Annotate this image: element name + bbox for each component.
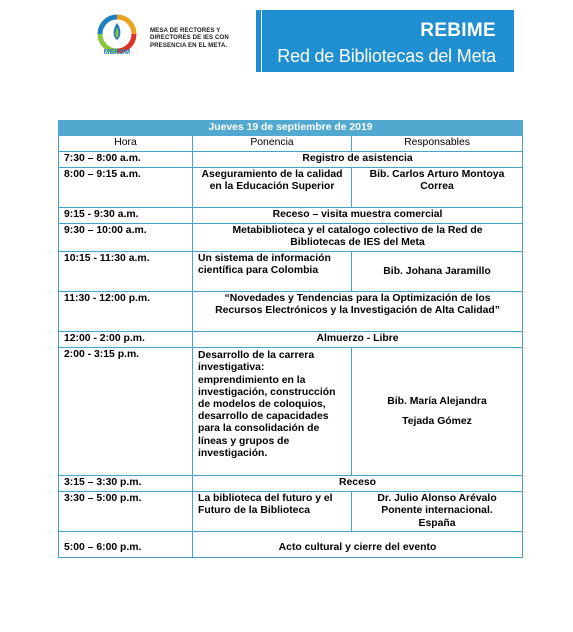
row-responsables: Bib. María Alejandra Tejada Gómez <box>352 348 523 476</box>
schedule-table <box>58 120 523 558</box>
row-hora: 11:30 - 12:00 p.m. <box>59 292 193 332</box>
table-row <box>59 292 523 332</box>
banner-title: REBIME <box>420 20 496 41</box>
row-hora: 9:30 – 10:00 a.m. <box>59 224 193 252</box>
table-row <box>59 224 523 252</box>
row-activity: Receso <box>193 476 523 492</box>
row-activity: Acto cultural y cierre del evento <box>193 532 523 558</box>
row-hora: 5:00 – 6:00 p.m. <box>59 532 193 558</box>
row-hora: 12:00 - 2:00 p.m. <box>59 332 193 348</box>
row-responsables: Dr. Julio Alonso Arévalo Ponente internacional. España <box>352 492 523 532</box>
table-row <box>59 348 523 476</box>
row-activity: Receso – visita muestra comercial <box>193 208 523 224</box>
row-ponencia: Desarrollo de la carrera investigativa: emprendimiento en la investigación, construcción de modelos de coloquios, desarrollo de capacidades para la consolidación de líneas y grupos de investigación. <box>193 348 352 476</box>
banner-subtitle: Red de Bibliotecas del Meta <box>277 46 496 66</box>
row-activity: Registro de asistencia <box>193 152 523 168</box>
table-row <box>59 152 523 168</box>
col-hora: Hora <box>59 136 193 152</box>
row-ponencia: Aseguramiento de la calidad en la Educación Superior <box>193 168 352 208</box>
row-responsables: Bib. Johana Jaramillo <box>352 252 523 292</box>
row-ponencia: La biblioteca del futuro y el Futuro de la Biblioteca <box>193 492 352 532</box>
table-row <box>59 332 523 348</box>
row-activity: Almuerzo - Libre <box>193 332 523 348</box>
row-hora: 8:00 – 9:15 a.m. <box>59 168 193 208</box>
row-hora: 3:15 – 3:30 p.m. <box>59 476 193 492</box>
row-hora: 9:15 - 9:30 a.m. <box>59 208 193 224</box>
merum-logo <box>96 12 236 64</box>
col-responsables: Responsables <box>352 136 523 152</box>
row-ponencia: Un sistema de información científica para Colombia <box>193 252 352 292</box>
rebime-banner <box>262 10 514 72</box>
row-responsables: Bib. Carlos Arturo Montoya Correa <box>352 168 523 208</box>
row-activity: Metabiblioteca y el catalogo colectivo de la Red de Bibliotecas de IES del Meta <box>193 224 523 252</box>
row-hora: 10:15 - 11:30 a.m. <box>59 252 193 292</box>
logo-tagline: MESA DE RECTORES Y DIRECTORES DE IES CON PRESENCIA EN EL META. <box>150 27 229 49</box>
day-header-row <box>59 121 523 136</box>
col-ponencia: Ponencia <box>193 136 352 152</box>
banner-accent <box>256 10 261 72</box>
table-row <box>59 168 523 208</box>
logo-word: MERUM <box>103 49 131 56</box>
table-row <box>59 492 523 532</box>
row-hora: 2:00 - 3:15 p.m. <box>59 348 193 476</box>
row-hora: 7:30 – 8:00 a.m. <box>59 152 193 168</box>
table-row <box>59 532 523 558</box>
day-title: Jueves 19 de septiembre de 2019 <box>59 121 523 136</box>
table-row <box>59 208 523 224</box>
row-activity: “Novedades y Tendencias para la Optimización de los Recursos Electrónicos y la Investigación de Alta Calidad” <box>193 292 523 332</box>
table-row <box>59 476 523 492</box>
column-header-row <box>59 136 523 152</box>
table-row <box>59 252 523 292</box>
row-hora: 3:30 – 5:00 p.m. <box>59 492 193 532</box>
